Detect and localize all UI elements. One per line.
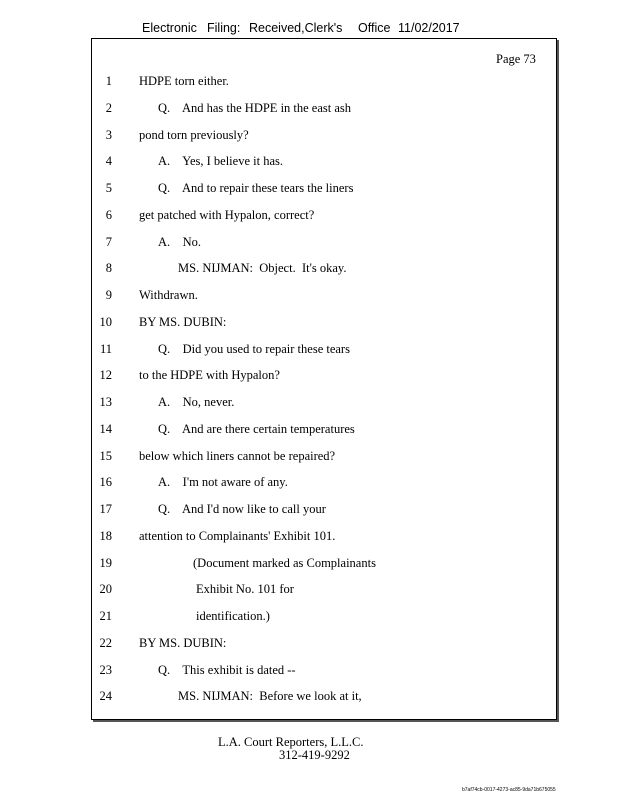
- line-text: attention to Complainants' Exhibit 101.: [139, 528, 336, 543]
- line-text: pond torn previously?: [139, 127, 249, 142]
- line-text: A. I'm not aware of any.: [158, 475, 288, 490]
- line-number: 24: [99, 689, 112, 704]
- line-text: MS. NIJMAN: Before we look at it,: [178, 689, 362, 704]
- line-text: identification.): [196, 609, 270, 623]
- footer-company-name: L.A. Court Reporters, L.L.C.: [218, 735, 364, 749]
- document-hash: b7af74cb-0017-4273-ac85-9da71b675055: [462, 787, 556, 793]
- line-number: 15: [99, 448, 112, 463]
- line-text: Q. And are there certain temperatures: [158, 421, 355, 436]
- line-number: 13: [99, 395, 112, 409]
- line-text: get patched with Hypalon, correct?: [139, 207, 315, 222]
- line-text: Q. And to repair these tears the liners: [158, 181, 354, 195]
- line-text: BY MS. DUBIN:: [139, 314, 227, 329]
- line-number: 4: [105, 154, 112, 169]
- line-number: 9: [105, 288, 112, 302]
- line-number: 20: [99, 582, 112, 597]
- line-text: below which liners cannot be repaired?: [139, 448, 336, 463]
- line-number: 19: [99, 555, 112, 570]
- line-number: 7: [105, 234, 112, 249]
- line-text: Q. And has the HDPE in the east ash: [158, 100, 352, 115]
- line-number: 1: [105, 74, 112, 88]
- line-number: 2: [105, 100, 112, 115]
- line-number: 22: [99, 635, 112, 650]
- line-number: 3: [105, 127, 112, 142]
- stamp-received: Received,Clerk's: [249, 21, 343, 35]
- line-text: to the HDPE with Hypalon?: [139, 368, 280, 383]
- line-text: Exhibit No. 101 for: [196, 582, 294, 597]
- line-number: 21: [99, 609, 112, 623]
- line-text: MS. NIJMAN: Object. It's okay.: [178, 261, 347, 276]
- line-number: 14: [99, 421, 112, 436]
- page-number: Page 73: [496, 52, 536, 66]
- line-number: 12: [99, 368, 112, 383]
- line-text: HDPE torn either.: [139, 74, 229, 88]
- line-number: 23: [99, 662, 112, 677]
- footer-phone-number: 312-419-9292: [279, 748, 350, 762]
- line-text: A. No, never.: [158, 395, 235, 409]
- line-text: Withdrawn.: [139, 288, 198, 302]
- line-number: 16: [99, 475, 112, 490]
- line-text: Q. And I'd now like to call your: [158, 502, 326, 516]
- line-text: (Document marked as Complainants: [193, 555, 376, 570]
- stamp-office: Office: [358, 21, 391, 35]
- line-number: 6: [105, 207, 112, 222]
- line-text: Q. Did you used to repair these tears: [158, 341, 350, 356]
- line-text: A. No.: [158, 234, 202, 249]
- stamp-electronic: Electronic: [142, 21, 197, 35]
- line-text: A. Yes, I believe it has.: [158, 154, 283, 169]
- line-text: BY MS. DUBIN:: [139, 635, 227, 650]
- line-number: 8: [105, 261, 112, 276]
- line-number: 17: [99, 502, 112, 516]
- line-number: 18: [99, 528, 112, 543]
- line-number: 11: [99, 341, 112, 356]
- line-number: 5: [105, 181, 112, 195]
- line-number: 10: [99, 314, 112, 329]
- line-text: Q. This exhibit is dated --: [158, 662, 296, 677]
- stamp-date: 11/02/2017: [398, 21, 460, 35]
- stamp-filing: Filing:: [207, 21, 241, 35]
